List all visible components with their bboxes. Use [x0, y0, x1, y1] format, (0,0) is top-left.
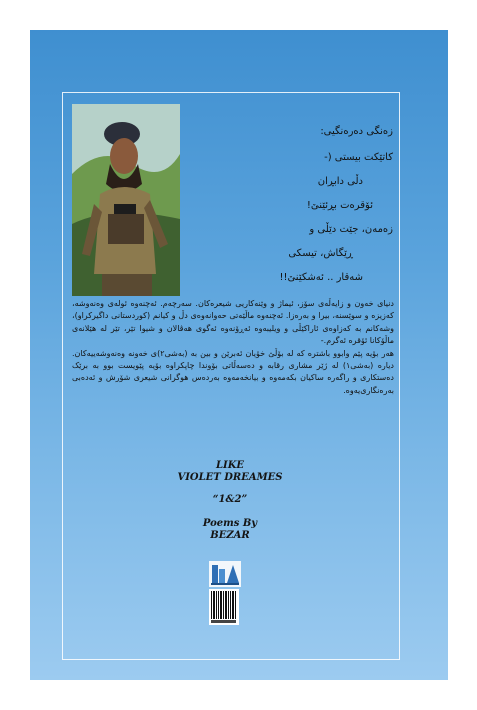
- title-line: “1&2”: [212, 494, 248, 505]
- title-line: LIKE: [215, 460, 245, 471]
- author-photo: [72, 104, 180, 296]
- title-line: VIOLET DREAMES: [177, 472, 283, 483]
- title-line: Poems By: [202, 518, 258, 529]
- poem-line: شەقار .. ئەشکێنێ!!: [279, 272, 363, 283]
- poem-line: ئۆقرەت بڕئێنێ!: [306, 200, 373, 211]
- title-line: BEZAR: [210, 530, 250, 541]
- prose-paragraph: هەر بۆیە پێم وابوو باشترە کە لە بۆڵێ خۆیان ئەبرێن و بین بە (بەشی٢)ی خەونە وەنەوشەییەکان. دیارە (بەشی١) لە ژێر مشاری رقابە و دەسەڵاتی بۆوندا چاپکراوە بۆیە پێویست بوو بە برێک دەستکاری و راگەرە ساکیان بکەمەوە و بیانخەمەوە بەردەس هوگرانی شیعری شۆرش و ئەدەبی بەرەنگاری‌یەوە.: [72, 348, 394, 395]
- book-title-block: [150, 460, 310, 542]
- poem-line: دڵی دابڕان: [317, 176, 363, 187]
- poem-line: کاتێکت بیستی (-: [324, 152, 393, 163]
- poem-line: زەنگی دەرەنگیی:: [320, 126, 393, 137]
- barcode-icon: [209, 589, 239, 625]
- poem-line: ڕێگاش، تیسکی: [288, 248, 353, 259]
- poem-line: زەمەن، جێت دێڵی و: [309, 224, 393, 235]
- back-cover-prose: [72, 298, 394, 397]
- publisher-logo: [209, 561, 241, 587]
- prose-paragraph: دنیای خەون و زایەڵەی سۆز، ئیماژ و وێنەکاریی شیعرەکان. سەرچەم. ئەچنەوە ئولەی وەنەوشە، کەزیزە و سوێسنە، بیرا و بەرەزا. ئەچنەوە ماڵێەتی حەوانەوەی دڵ و کیانم (کوردستانی داگیرکراو)، وشەکانم بە کەزاوەی ئاراکێڵی و ویلیبەوە ئەڕۆنەوە ئەگوی هەڤالان و شیوا تێر، تێر لە هێلانەی ماڵۆکانا ئۆقرە ئەگرم.-: [72, 299, 394, 346]
